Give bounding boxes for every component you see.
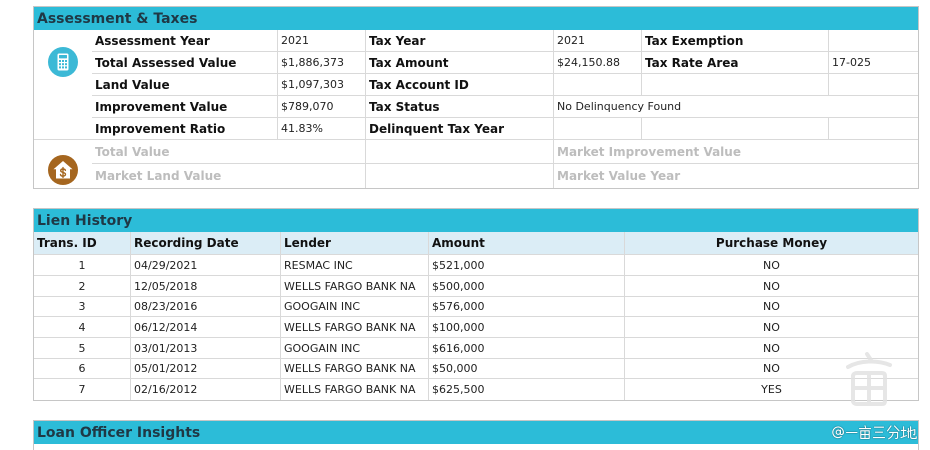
lender-cell: RESMAC INC — [281, 255, 429, 276]
amount-cell: $625,500 — [429, 379, 625, 400]
lender-cell: WELLS FARGO BANK NA — [281, 276, 429, 297]
tax-account-id-label: Tax Account ID — [366, 74, 554, 96]
loan-officer-insights-header — [34, 421, 918, 444]
purchase-money-cell: NO — [625, 359, 918, 379]
column-header-purchase-money: Purchase Money — [625, 232, 918, 255]
total-assessed-value-value: $1,886,373 — [278, 52, 366, 74]
lien-history-panel — [33, 208, 919, 401]
house-dollar-icon — [48, 155, 78, 185]
amount-cell: $521,000 — [429, 255, 625, 276]
trans-id-cell: 4 — [34, 317, 131, 338]
purchase-money-cell: NO — [625, 255, 918, 276]
recording-date-cell: 05/01/2012 — [131, 359, 281, 379]
trans-id-cell: 6 — [34, 359, 131, 379]
purchase-money-cell: NO — [625, 317, 918, 338]
trans-id-cell: 1 — [34, 255, 131, 276]
lender-cell: GOOGAIN INC — [281, 338, 429, 359]
section-title: Assessment & Taxes — [37, 10, 198, 27]
recording-date-cell: 04/29/2021 — [131, 255, 281, 276]
tax-exemption-value — [829, 30, 918, 52]
assessment-taxes-table — [34, 30, 918, 188]
amount-cell: $50,000 — [429, 359, 625, 379]
land-value-label: Land Value — [92, 74, 278, 96]
column-header-recording-date: Recording Date — [131, 232, 281, 255]
tax-rate-area-value: 17-025 — [829, 52, 918, 74]
amount-cell: $576,000 — [429, 297, 625, 317]
amount-cell: $100,000 — [429, 317, 625, 338]
trans-id-cell: 2 — [34, 276, 131, 297]
calculator-icon-cell — [34, 30, 92, 140]
lender-cell: WELLS FARGO BANK NA — [281, 359, 429, 379]
recording-date-cell: 06/12/2014 — [131, 317, 281, 338]
delinquent-tax-year-label: Delinquent Tax Year — [366, 118, 554, 140]
house-icon-cell — [34, 140, 92, 188]
calculator-icon — [48, 47, 78, 77]
tax-status-value: No Delinquency Found — [554, 96, 918, 118]
improvement-value-label: Improvement Value — [92, 96, 278, 118]
assessment-year-label: Assessment Year — [92, 30, 278, 52]
trans-id-cell: 3 — [34, 297, 131, 317]
market-land-value-label: Market Land Value — [92, 164, 366, 188]
lender-cell: WELLS FARGO BANK NA — [281, 317, 429, 338]
improvement-value-value: $789,070 — [278, 96, 366, 118]
trans-id-cell: 5 — [34, 338, 131, 359]
section-title: Loan Officer Insights — [37, 424, 201, 441]
purchase-money-cell: NO — [625, 338, 918, 359]
tax-account-id-value — [554, 74, 642, 96]
purchase-money-cell: YES — [761, 383, 782, 396]
empty-cell — [642, 118, 829, 140]
lien-history-header — [34, 209, 918, 232]
tax-status-label: Tax Status — [366, 96, 554, 118]
trans-id-cell: 7 — [34, 379, 131, 400]
tax-amount-value: $24,150.88 — [554, 52, 642, 74]
market-improvement-value-label: Market Improvement Value — [554, 140, 918, 164]
total-assessed-value-label: Total Assessed Value — [92, 52, 278, 74]
market-value-year-label: Market Value Year — [557, 169, 681, 183]
tax-exemption-label: Tax Exemption — [642, 30, 829, 52]
improvement-ratio-value: 41.83% — [278, 118, 366, 140]
empty-cell — [642, 74, 829, 96]
lien-history-table — [34, 232, 918, 400]
tax-rate-area-label: Tax Rate Area — [642, 52, 829, 74]
total-value-value — [366, 140, 554, 164]
improvement-ratio-label: Improvement Ratio — [92, 118, 278, 140]
delinquent-tax-year-value — [554, 118, 642, 140]
tax-year-label: Tax Year — [366, 30, 554, 52]
lender-cell: GOOGAIN INC — [281, 297, 429, 317]
recording-date-cell: 08/23/2016 — [131, 297, 281, 317]
total-value-label: Total Value — [92, 140, 366, 164]
amount-cell: $500,000 — [429, 276, 625, 297]
empty-cell — [829, 74, 918, 96]
recording-date-cell: 03/01/2013 — [131, 338, 281, 359]
purchase-money-cell: NO — [625, 276, 918, 297]
land-value-value: $1,097,303 — [278, 74, 366, 96]
tax-amount-label: Tax Amount — [366, 52, 554, 74]
assessment-taxes-panel — [33, 6, 919, 189]
amount-cell: $616,000 — [429, 338, 625, 359]
assessment-taxes-header — [34, 7, 918, 30]
recording-date-cell: 12/05/2018 — [131, 276, 281, 297]
tax-year-value: 2021 — [554, 30, 642, 52]
purchase-money-cell: NO — [625, 297, 918, 317]
assessment-year-value: 2021 — [278, 30, 366, 52]
column-header-lender: Lender — [281, 232, 429, 255]
market-land-value-value — [366, 164, 554, 188]
lender-cell: WELLS FARGO BANK NA — [281, 379, 429, 400]
column-header-trans-id: Trans. ID — [34, 232, 131, 255]
column-header-amount: Amount — [429, 232, 625, 255]
empty-cell — [829, 118, 918, 140]
recording-date-cell: 02/16/2012 — [131, 379, 281, 400]
section-title: Lien History — [37, 212, 133, 229]
loan-officer-insights-panel — [33, 420, 919, 450]
